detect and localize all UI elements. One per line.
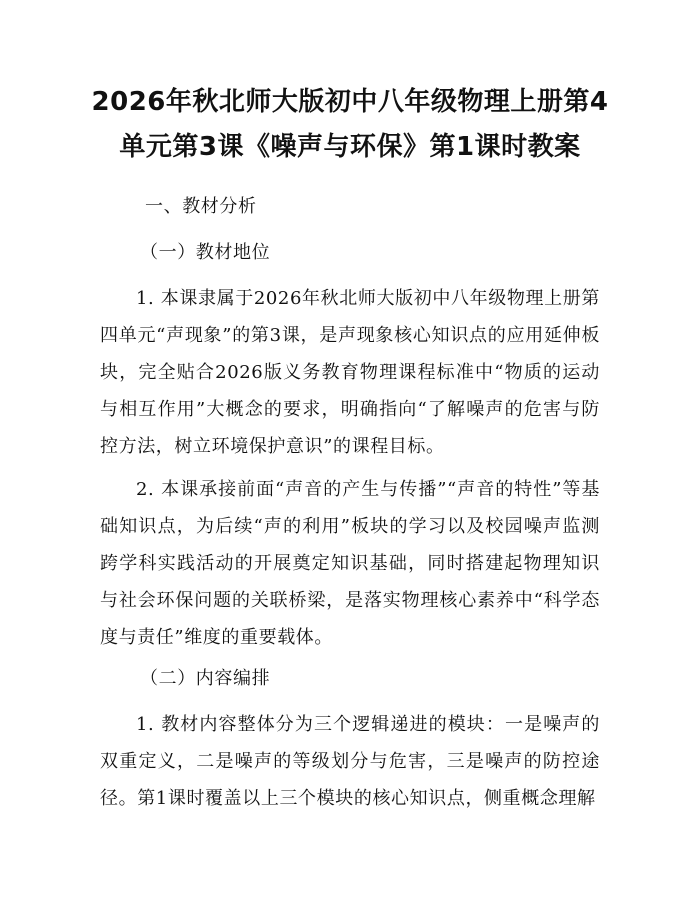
- document-title: [70, 80, 630, 170]
- title-line-1: 2026年秋北师大版初中八年级物理上册第4: [91, 87, 609, 117]
- paragraph-3: 1. 教材内容整体分为三个逻辑递进的模块：一是噪声的双重定义，二是噪声的等级划分与危害，三是噪声的防控途径。第1课时覆盖以上三个模块的核心知识点，侧重概念理解: [100, 714, 600, 809]
- title-line-2: 单元第3课《噪声与环保》第1课时教案: [119, 132, 581, 162]
- paragraph-2: 2. 本课承接前面“声音的产生与传播”“声音的特性”等基础知识点，为后续“声的利用”板块的学习以及校园噪声监测跨学科实践活动的开展奠定知识基础，同时搭建起物理知识与社会环保问题的关联桥梁，是落实物理核心素养中“科学态度与责任”维度的重要载体。: [100, 479, 600, 648]
- paragraph-1: 1. 本课隶属于2026年秋北师大版初中八年级物理上册第四单元“声现象”的第3课，是声现象核心知识点的应用延伸板块，完全贴合2026版义务教育物理课程标准中“物质的运动与相互作用”大概念的要求，明确指向“了解噪声的危害与防控方法，树立环境保护意识”的课程目标。: [100, 288, 600, 457]
- section-heading-textbook-analysis: 一、教材分析: [145, 196, 257, 217]
- subsection-heading-textbook-status: （一）教材地位: [140, 242, 271, 263]
- subsection-heading-content-arrangement: （二）内容编排: [140, 668, 271, 689]
